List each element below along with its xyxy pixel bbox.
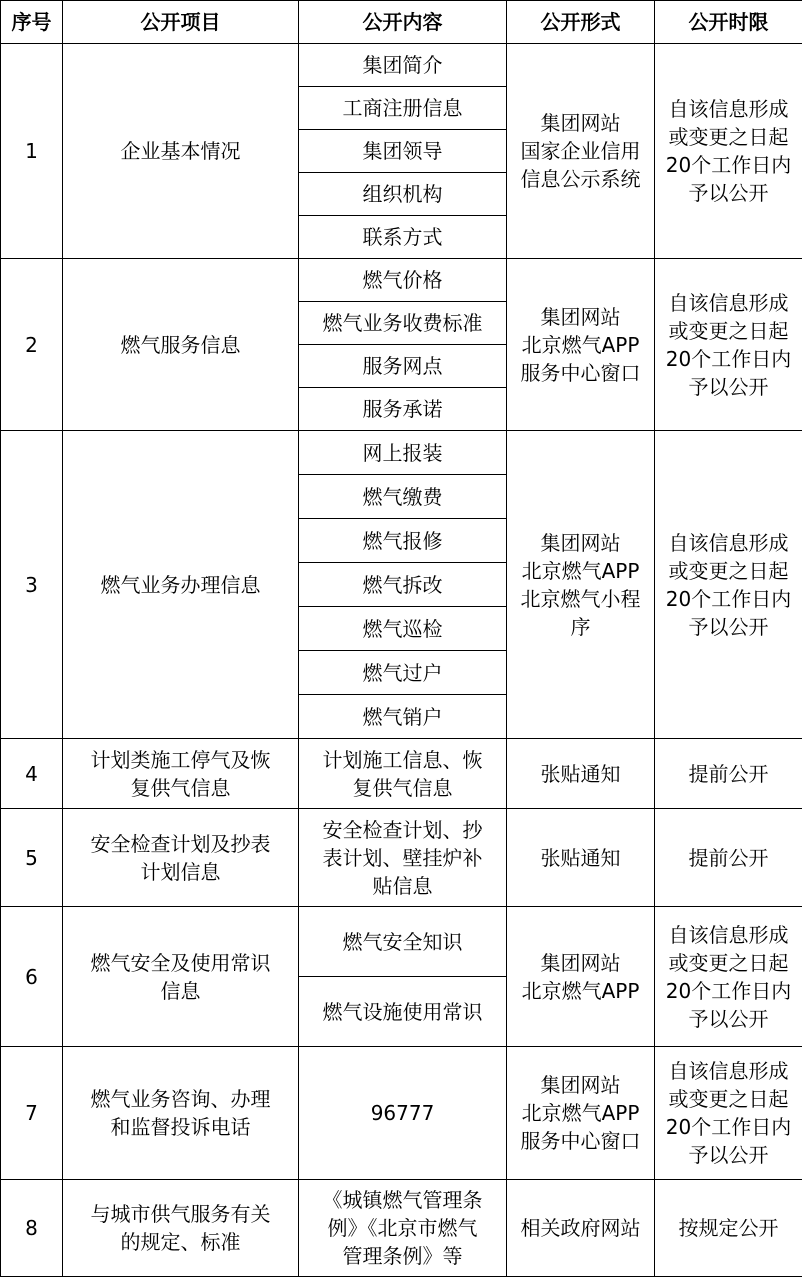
row-content: 服务网点 [299, 345, 507, 388]
row-content: 燃气过户 [299, 651, 507, 695]
row-number: 6 [1, 907, 63, 1047]
row-content: 燃气销户 [299, 695, 507, 739]
row-content: 燃气业务收费标准 [299, 302, 507, 345]
row-item: 燃气业务咨询、办理 和监督投诉电话 [63, 1047, 299, 1180]
header-form: 公开形式 [507, 1, 655, 44]
row-item: 燃气业务办理信息 [63, 431, 299, 739]
row-period: 自该信息形成 或变更之日起 20个工作日内 予以公开 [655, 44, 802, 259]
row-item: 燃气服务信息 [63, 259, 299, 431]
row-period: 自该信息形成 或变更之日起 20个工作日内 予以公开 [655, 431, 802, 739]
row-content: 燃气安全知识 [299, 907, 507, 977]
table-row [1, 44, 802, 87]
row-item: 与城市供气服务有关 的规定、标准 [63, 1180, 299, 1277]
header-content: 公开内容 [299, 1, 507, 44]
table-row [1, 1047, 802, 1180]
table-row [1, 739, 802, 809]
row-form: 张贴通知 [507, 739, 655, 809]
table-row [1, 259, 802, 302]
row-item: 燃气安全及使用常识 信息 [63, 907, 299, 1047]
row-content: 燃气缴费 [299, 475, 507, 519]
table-row [1, 1180, 802, 1277]
row-form: 集团网站 北京燃气APP [507, 907, 655, 1047]
row-item: 计划类施工停气及恢 复供气信息 [63, 739, 299, 809]
row-content: 燃气拆改 [299, 563, 507, 607]
header-item: 公开项目 [63, 1, 299, 44]
row-form: 集团网站 北京燃气APP 服务中心窗口 [507, 1047, 655, 1180]
row-number: 8 [1, 1180, 63, 1277]
row-content: 计划施工信息、恢 复供气信息 [299, 739, 507, 809]
row-number: 4 [1, 739, 63, 809]
row-content: 燃气设施使用常识 [299, 977, 507, 1047]
row-form: 集团网站 北京燃气APP 北京燃气小程 序 [507, 431, 655, 739]
table-row [1, 431, 802, 475]
row-content: 集团领导 [299, 130, 507, 173]
row-period: 提前公开 [655, 739, 802, 809]
row-content: 工商注册信息 [299, 87, 507, 130]
row-number: 2 [1, 259, 63, 431]
row-content: 网上报装 [299, 431, 507, 475]
row-period: 提前公开 [655, 809, 802, 907]
row-content: 联系方式 [299, 216, 507, 259]
table-row [1, 809, 802, 907]
row-item: 安全检查计划及抄表 计划信息 [63, 809, 299, 907]
row-period: 自该信息形成 或变更之日起 20个工作日内 予以公开 [655, 907, 802, 1047]
row-number: 1 [1, 44, 63, 259]
table-row [1, 907, 802, 977]
row-content: 燃气报修 [299, 519, 507, 563]
row-form: 集团网站 北京燃气APP 服务中心窗口 [507, 259, 655, 431]
row-content: 燃气巡检 [299, 607, 507, 651]
row-content: 燃气价格 [299, 259, 507, 302]
row-content: 集团简介 [299, 44, 507, 87]
header-row [1, 1, 802, 44]
row-form: 集团网站 国家企业信用 信息公示系统 [507, 44, 655, 259]
row-number: 3 [1, 431, 63, 739]
row-period: 按规定公开 [655, 1180, 802, 1277]
row-content: 组织机构 [299, 173, 507, 216]
row-form: 张贴通知 [507, 809, 655, 907]
row-content: 安全检查计划、抄 表计划、壁挂炉补 贴信息 [299, 809, 507, 907]
row-content: 96777 [299, 1047, 507, 1180]
row-item: 企业基本情况 [63, 44, 299, 259]
row-number: 7 [1, 1047, 63, 1180]
row-period: 自该信息形成 或变更之日起 20个工作日内 予以公开 [655, 1047, 802, 1180]
header-no: 序号 [1, 1, 63, 44]
header-period: 公开时限 [655, 1, 802, 44]
row-content: 服务承诺 [299, 388, 507, 431]
row-period: 自该信息形成 或变更之日起 20个工作日内 予以公开 [655, 259, 802, 431]
row-content: 《城镇燃气管理条 例》《北京市燃气 管理条例》等 [299, 1180, 507, 1277]
row-form: 相关政府网站 [507, 1180, 655, 1277]
row-number: 5 [1, 809, 63, 907]
